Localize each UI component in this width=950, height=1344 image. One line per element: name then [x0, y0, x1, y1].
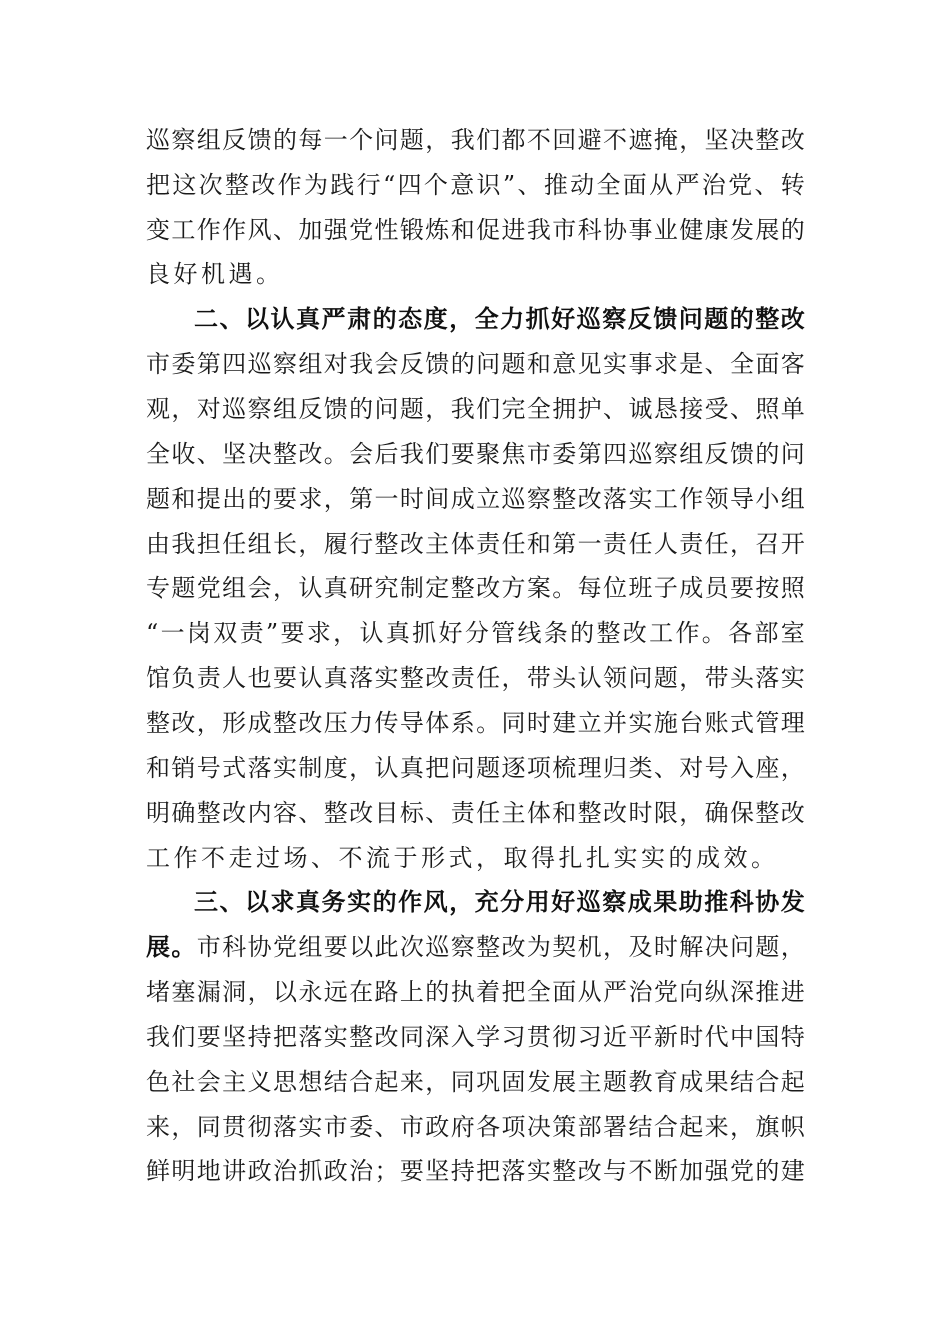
paragraph-line: 工作不走过场、不流于形式，取得扎扎实实的成效。: [146, 844, 779, 872]
paragraph-line: 色社会主义思想结合起来，同巩固发展主题教育成果结合起: [146, 1068, 806, 1096]
paragraph-line: 变工作作风、加强党性锻炼和促进我市科协事业健康发展的: [146, 216, 806, 244]
paragraph-line: 观，对巡察组反馈的问题，我们完全拥护、诚恳接受、照单: [146, 395, 806, 423]
paragraph-line: 由我担任组长，履行整改主体责任和第一责任人责任，召开: [146, 530, 806, 558]
paragraph-line: 我们要坚持把落实整改同深入学习贯彻习近平新时代中国特: [146, 1023, 806, 1051]
paragraph-line: 把这次整改作为践行“四个意识”、推动全面从严治党、转: [146, 171, 806, 199]
section-heading-3-end: 展。: [146, 933, 197, 961]
paragraph-line: 堵塞漏洞，以永远在路上的执着把全面从严治党向纵深推进: [146, 978, 806, 1006]
section-heading-2: 二、以认真严肃的态度，全力抓好巡察反馈问题的整改: [194, 305, 806, 333]
paragraph-line: 馆负责人也要认真落实整改责任，带头认领问题，带头落实: [146, 664, 806, 692]
paragraph-line: 全收、坚决整改。会后我们要聚焦市委第四巡察组反馈的问: [146, 440, 806, 468]
paragraph-line-with-heading-end: [146, 927, 806, 967]
paragraph-line: 明确整改内容、整改目标、责任主体和整改时限，确保整改: [146, 799, 806, 827]
section-heading-3: 三、以求真务实的作风，充分用好巡察成果助推科协发: [194, 888, 806, 916]
paragraph-line: 良好机遇。: [146, 260, 284, 288]
paragraph-line: 专题党组会，认真研究制定整改方案。每位班子成员要按照: [146, 574, 806, 602]
paragraph-line: 题和提出的要求，第一时间成立巡察整改落实工作领导小组: [146, 485, 806, 513]
paragraph-line: 市委第四巡察组对我会反馈的问题和意见实事求是、全面客: [146, 350, 806, 378]
paragraph-line: 整改，形成整改压力传导体系。同时建立并实施台账式管理: [146, 709, 806, 737]
paragraph-line: 来，同贯彻落实市委、市政府各项决策部署结合起来，旗帜: [146, 1113, 806, 1141]
paragraph-line: “一岗双责”要求，认真抓好分管线条的整改工作。各部室: [146, 619, 806, 647]
paragraph-line: 巡察组反馈的每一个问题，我们都不回避不遮掩，坚决整改: [146, 126, 806, 154]
paragraph-line: 和销号式落实制度，认真把问题逐项梳理归类、对号入座，: [146, 754, 806, 782]
paragraph-line: 鲜明地讲政治抓政治；要坚持把落实整改与不断加强党的建: [146, 1157, 806, 1185]
paragraph-text: 市科协党组要以此次巡察整改为契机，及时解决问题，: [196, 933, 806, 961]
